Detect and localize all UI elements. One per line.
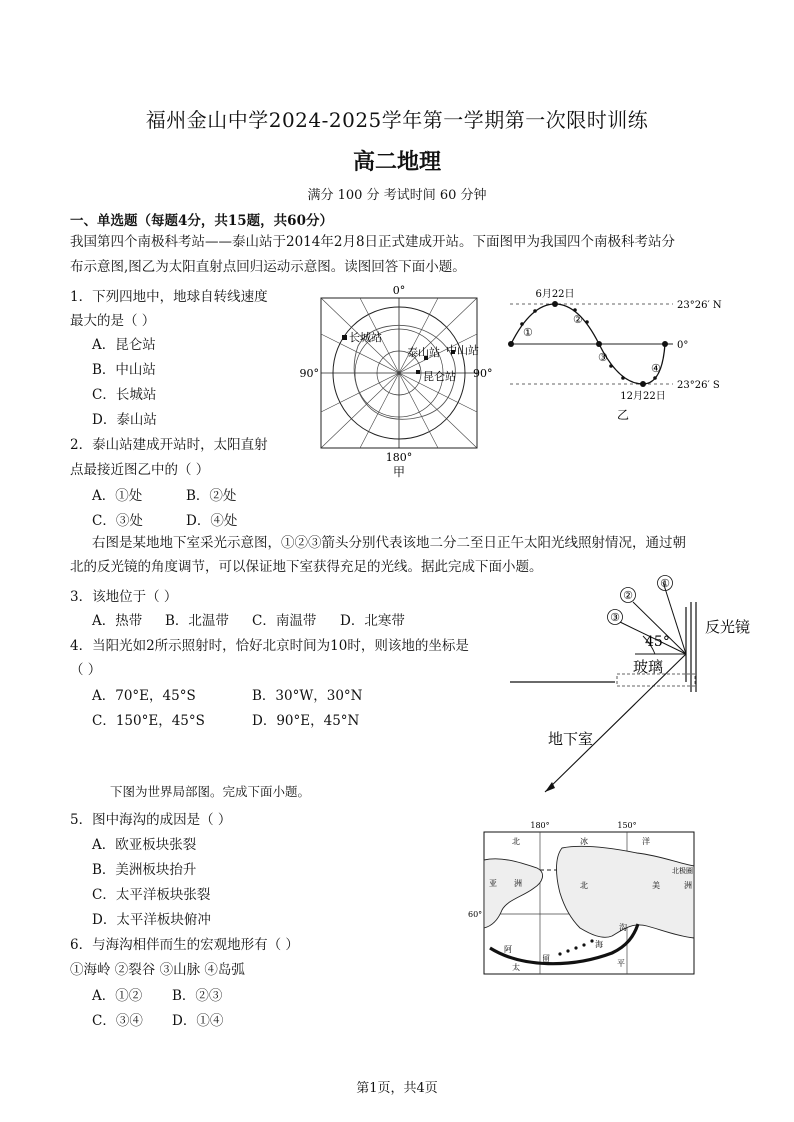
q4-option-d[interactable]: D．90°E，45°N xyxy=(252,713,360,729)
q1-option-c[interactable]: C．长城站 xyxy=(92,387,157,403)
ray-label-3: ③ xyxy=(610,611,620,624)
label-kunlun: 昆仑站 xyxy=(423,370,456,383)
map-text-ya: 亚 xyxy=(489,879,497,888)
q4-stem-2: （ ） xyxy=(70,662,102,678)
map-label-180: 180° xyxy=(385,451,413,464)
label-tropic-s: 23°26′ S xyxy=(677,380,720,391)
label-taishan: 泰山站 xyxy=(407,346,440,359)
worldmap-intro: 下图为世界局部图。完成下面小题。 xyxy=(110,784,311,799)
q2-stem-2: 点最接近图乙中的（ ） xyxy=(70,462,210,478)
q6-stem: 6．与海沟相伴而生的宏观地形有（ ） xyxy=(70,937,299,953)
q6-items: ①海岭 ②裂谷 ③山脉 ④岛弧 xyxy=(70,962,245,978)
q4-option-a[interactable]: A．70°E，45°S xyxy=(92,688,196,704)
q1-stem-2: 最大的是（ ） xyxy=(70,313,156,329)
q6-option-d[interactable]: D．①④ xyxy=(172,1013,224,1029)
map-text-bei2: 北 xyxy=(580,881,588,890)
map-text-zhou: 洲 xyxy=(514,879,522,888)
lat-60: 60° xyxy=(468,910,483,919)
q2-option-c[interactable]: C．③处 xyxy=(92,513,143,529)
changcheng-marker xyxy=(342,335,347,340)
q6-option-c[interactable]: C．③④ xyxy=(92,1013,143,1029)
map-text-yang: 洋 xyxy=(642,837,650,846)
lon-180: 180° xyxy=(530,821,550,830)
ray-label-2: ② xyxy=(623,589,633,602)
marker-1: ① xyxy=(523,326,533,339)
q2-option-a[interactable]: A．①处 xyxy=(92,488,143,504)
antarctic-station-map xyxy=(300,284,500,480)
q2-option-d[interactable]: D．④处 xyxy=(186,513,238,529)
exam-meta: 满分 100 分 考试时间 60 分钟 xyxy=(307,188,487,203)
q5-option-d[interactable]: D．太平洋板块俯冲 xyxy=(92,912,211,928)
q5-stem: 5．图中海沟的成因是（ ） xyxy=(70,812,232,828)
q1-stem-1: 1．下列四地中，地球自转线速度 xyxy=(70,289,268,305)
page-number: 第1页，共4页 xyxy=(356,1081,438,1096)
map-text-zhou2: 洲 xyxy=(684,881,692,890)
map-text-bei: 北 xyxy=(512,837,520,846)
q1-option-d[interactable]: D．泰山站 xyxy=(92,412,157,428)
q3-stem: 3．该地位于（ ） xyxy=(70,589,178,605)
map-label-90e: 90° xyxy=(473,367,493,380)
basement-lighting-diagram xyxy=(505,572,751,797)
map-text-gou: 沟 xyxy=(619,923,627,932)
map-text-a1: 阿 xyxy=(504,945,512,954)
kunlun-marker xyxy=(416,370,420,374)
q2-option-b[interactable]: B．②处 xyxy=(186,488,237,504)
q3-option-c[interactable]: C．南温带 xyxy=(252,613,317,629)
label-jun22: 6月22日 xyxy=(535,289,575,300)
map-text-mei: 美 xyxy=(652,881,660,890)
map-label-0: 0° xyxy=(392,284,406,297)
map-caption-jia: 甲 xyxy=(392,465,406,479)
basement-label: 地下室 xyxy=(548,730,594,748)
q5-option-c[interactable]: C．太平洋板块张裂 xyxy=(92,887,211,903)
marker-4: ④ xyxy=(651,362,661,375)
exam-title: 福州金山中学2024-2025学年第一学期第一次限时训练 xyxy=(145,108,649,132)
q5-option-b[interactable]: B．美洲板块抬升 xyxy=(92,862,197,878)
q4-stem: 4．当阳光如2所示照射时，恰好北京时间为10时，则该地的坐标是 xyxy=(70,638,469,654)
solar-migration-chart xyxy=(505,286,730,426)
q3-option-b[interactable]: B．北温带 xyxy=(165,613,229,629)
label-changcheng: 长城站 xyxy=(349,331,382,344)
marker-3: ③ xyxy=(598,351,608,364)
mirror-label-1: 反光镜 xyxy=(705,618,751,636)
section-heading: 一、单选题（每题4分，共15题，共60分） xyxy=(70,213,333,229)
map-text-ping: 平 xyxy=(617,959,625,968)
world-partial-map xyxy=(462,818,702,976)
map-text-hai: 海 xyxy=(595,940,603,949)
q1-option-a[interactable]: A．昆仑站 xyxy=(92,337,156,353)
q2-stem-1: 2．泰山站建成开站时，太阳直射 xyxy=(70,437,268,453)
q3-option-d[interactable]: D．北寒带 xyxy=(340,613,405,629)
lon-150: 150° xyxy=(617,821,637,830)
ray-label-1: ① xyxy=(660,577,670,590)
basement-intro-2: 北的反光镜的角度调节，可以保证地下室获得充足的光线。据此完成下面小题。 xyxy=(70,559,543,575)
q4-option-c[interactable]: C．150°E，45°S xyxy=(92,713,205,729)
intro-line-2: 布示意图,图乙为太阳直射点回归运动示意图。读图回答下面小题。 xyxy=(70,259,466,275)
basement-intro-1: 右图是某地地下室采光示意图，①②③箭头分别代表该地二分二至日正午太阳光线照射情况，通过朝 xyxy=(92,535,686,551)
label-equator: 0° xyxy=(677,340,689,351)
map-text-arctic: 北极圈 xyxy=(672,867,693,875)
chart-caption-yi: 乙 xyxy=(616,408,630,422)
marker-2: ② xyxy=(573,313,583,326)
subject-title: 高二地理 xyxy=(352,149,441,175)
label-zhongshan: 中山站 xyxy=(446,344,479,357)
q1-option-b[interactable]: B．中山站 xyxy=(92,362,156,378)
q5-option-a[interactable]: A．欧亚板块张裂 xyxy=(92,837,197,853)
label-tropic-n: 23°26′ N xyxy=(677,300,722,311)
map-text-bing: 冰 xyxy=(580,837,588,846)
map-text-tai: 太 xyxy=(512,963,520,972)
q3-option-a[interactable]: A．热带 xyxy=(92,613,143,629)
map-text-a2: 留 xyxy=(542,954,550,963)
q6-option-b[interactable]: B．②③ xyxy=(172,988,223,1004)
map-label-90w: 90° xyxy=(299,367,319,380)
angle-label: 45° xyxy=(645,634,670,650)
label-dec22: 12月22日 xyxy=(620,391,666,402)
intro-line-1: 我国第四个南极科考站——泰山站于2014年2月8日正式建成开站。下面图甲为我国四个南极科考站分 xyxy=(70,234,676,250)
q4-option-b[interactable]: B．30°W，30°N xyxy=(252,688,363,704)
q6-option-a[interactable]: A．①② xyxy=(92,988,143,1004)
glass-label: 玻璃 xyxy=(633,658,664,676)
